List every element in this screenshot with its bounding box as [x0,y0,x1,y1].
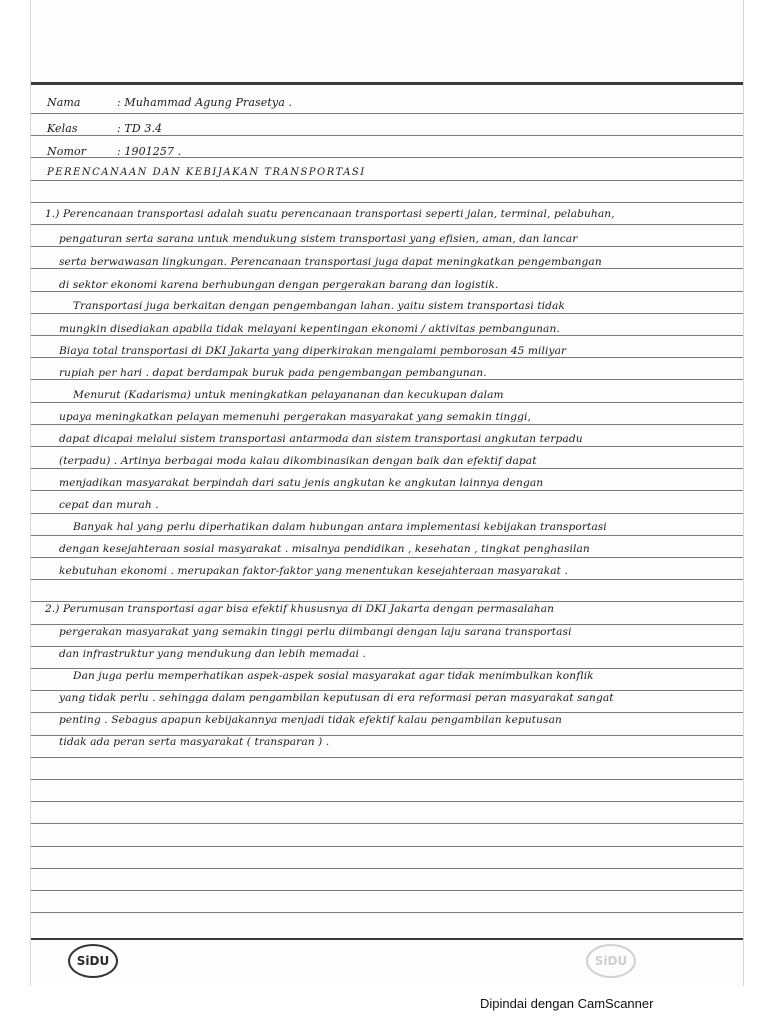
ruled-line [31,180,743,181]
kelas-label: Kelas [47,122,78,135]
text-line: tidak ada peran serta masyarakat ( transparan ) . [59,736,330,748]
page-title: PERENCANAAN DAN KEBIJAKAN TRANSPORTASI [47,167,366,178]
text-line: 2.) Perumusan transportasi agar bisa efektif khususnya di DKI Jakarta dengan permasalahan [45,603,555,615]
kelas-value: : TD 3.4 [117,122,163,135]
ruled-line [31,268,743,269]
text-line: 1.) Perencanaan transportasi adalah suatu perencanaan transportasi seperti jalan, terminal, pelabuhan, [45,208,615,220]
ruled-line [31,624,743,625]
ruled-line [31,668,743,669]
text-line: penting . Sebagus apapun kebijakannya menjadi tidak efektif kalau pengambilan keputusan [59,714,562,726]
bottom-margin-line [31,938,743,940]
ruled-line [31,535,743,536]
text-line: yang tidak perlu . sehingga dalam pengambilan keputusan di era reformasi peran masyarakat sangat [59,692,614,704]
ruled-line [31,757,743,758]
text-line: pengaturan serta sarana untuk mendukung sistem transportasi yang efisien, aman, dan lancar [59,233,578,245]
text-line: serta berwawasan lingkungan. Perencanaan transportasi juga dapat meningkatkan pengembangan [59,256,602,268]
text-line: di sektor ekonomi karena berhubungan dengan pergerakan barang dan logistik. [59,279,499,291]
text-line: menjadikan masyarakat berpindah dari satu jenis angkutan ke angkutan lainnya dengan [59,477,544,489]
nama-label: Nama [47,96,81,109]
ruled-line [31,823,743,824]
ruled-line [31,868,743,869]
ruled-line [31,579,743,580]
text-line-with-strikethrough: upaya meningkatkan pelayan memenuhi pergerakan masyarakat yang semakin tinggi, [59,411,531,423]
ruled-line [31,690,743,691]
ruled-line [31,490,743,491]
ruled-line [31,557,743,558]
nomor-value: : 1901257 . [117,145,182,158]
ruled-line [31,246,743,247]
sidu-logo [68,944,118,978]
ruled-line [31,291,743,292]
sidu-logo-faded [586,944,636,978]
logo-text: SiDU [76,954,110,968]
ruled-line [31,224,743,225]
ruled-line [31,513,743,514]
ruled-line [31,113,743,114]
text-line: Transportasi juga berkaitan dengan pengembangan lahan. yaitu sistem transportasi tidak [73,300,565,312]
text-line: Menurut (Kadarisma) untuk meningkatkan pelayananan dan kecukupan dalam [73,389,504,401]
ruled-line [31,357,743,358]
text-line: (terpadu) . Artinya berbagai moda kalau dikombinasikan dengan baik dan efektif dapat [59,455,537,467]
text-line: dengan kesejahteraan sosial masyarakat . misalnya pendidikan , kesehatan , tingkat penghasilan [59,543,590,555]
ruled-line [31,446,743,447]
text-line: pergerakan masyarakat yang semakin tinggi perlu diimbangi dengan laju sarana transportasi [59,626,572,638]
ruled-line [31,846,743,847]
ruled-line [31,379,743,380]
text-line: kebutuhan ekonomi . merupakan faktor-faktor yang menentukan kesejahteraan masyarakat . [59,565,568,577]
ruled-line [31,468,743,469]
ruled-line [31,335,743,336]
ruled-line [31,424,743,425]
ruled-line [31,890,743,891]
text-line: dapat dicapai melalui sistem transportasi antarmoda dan sistem transportasi angkutan terpadu [59,433,583,445]
text-line: dan infrastruktur yang mendukung dan lebih memadai . [59,648,366,660]
scanner-watermark: Dipindai dengan CamScanner [480,996,654,1011]
notebook-page [30,0,744,986]
top-margin-line [31,82,743,85]
ruled-line [31,601,743,602]
text-line: Banyak hal yang perlu diperhatikan dalam hubungan antara implementasi kebijakan transportasi [73,521,607,533]
ruled-line [31,135,743,136]
nama-value: : Muhammad Agung Prasetya . [117,96,293,109]
ruled-line [31,912,743,913]
text-line: Biaya total transportasi di DKI Jakarta yang diperkirakan mengalami pemborosan 45 miliyar [59,345,567,357]
nomor-label: Nomor [47,145,87,158]
ruled-line [31,313,743,314]
text-line: mungkin disediakan apabila tidak melayani kepentingan ekonomi / aktivitas pembangunan. [59,323,560,335]
ruled-line [31,779,743,780]
ruled-line [31,402,743,403]
logo-text: SiDU [594,954,628,968]
ruled-line [31,202,743,203]
text-line: rupiah per hari . dapat berdampak buruk pada pengembangan pembangunan. [59,367,487,379]
ruled-line [31,646,743,647]
ruled-line [31,801,743,802]
text-line: cepat dan murah . [59,499,159,511]
ruled-line [31,712,743,713]
text-line: Dan juga perlu memperhatikan aspek-aspek sosial masyarakat agar tidak menimbulkan konflik [73,670,594,682]
